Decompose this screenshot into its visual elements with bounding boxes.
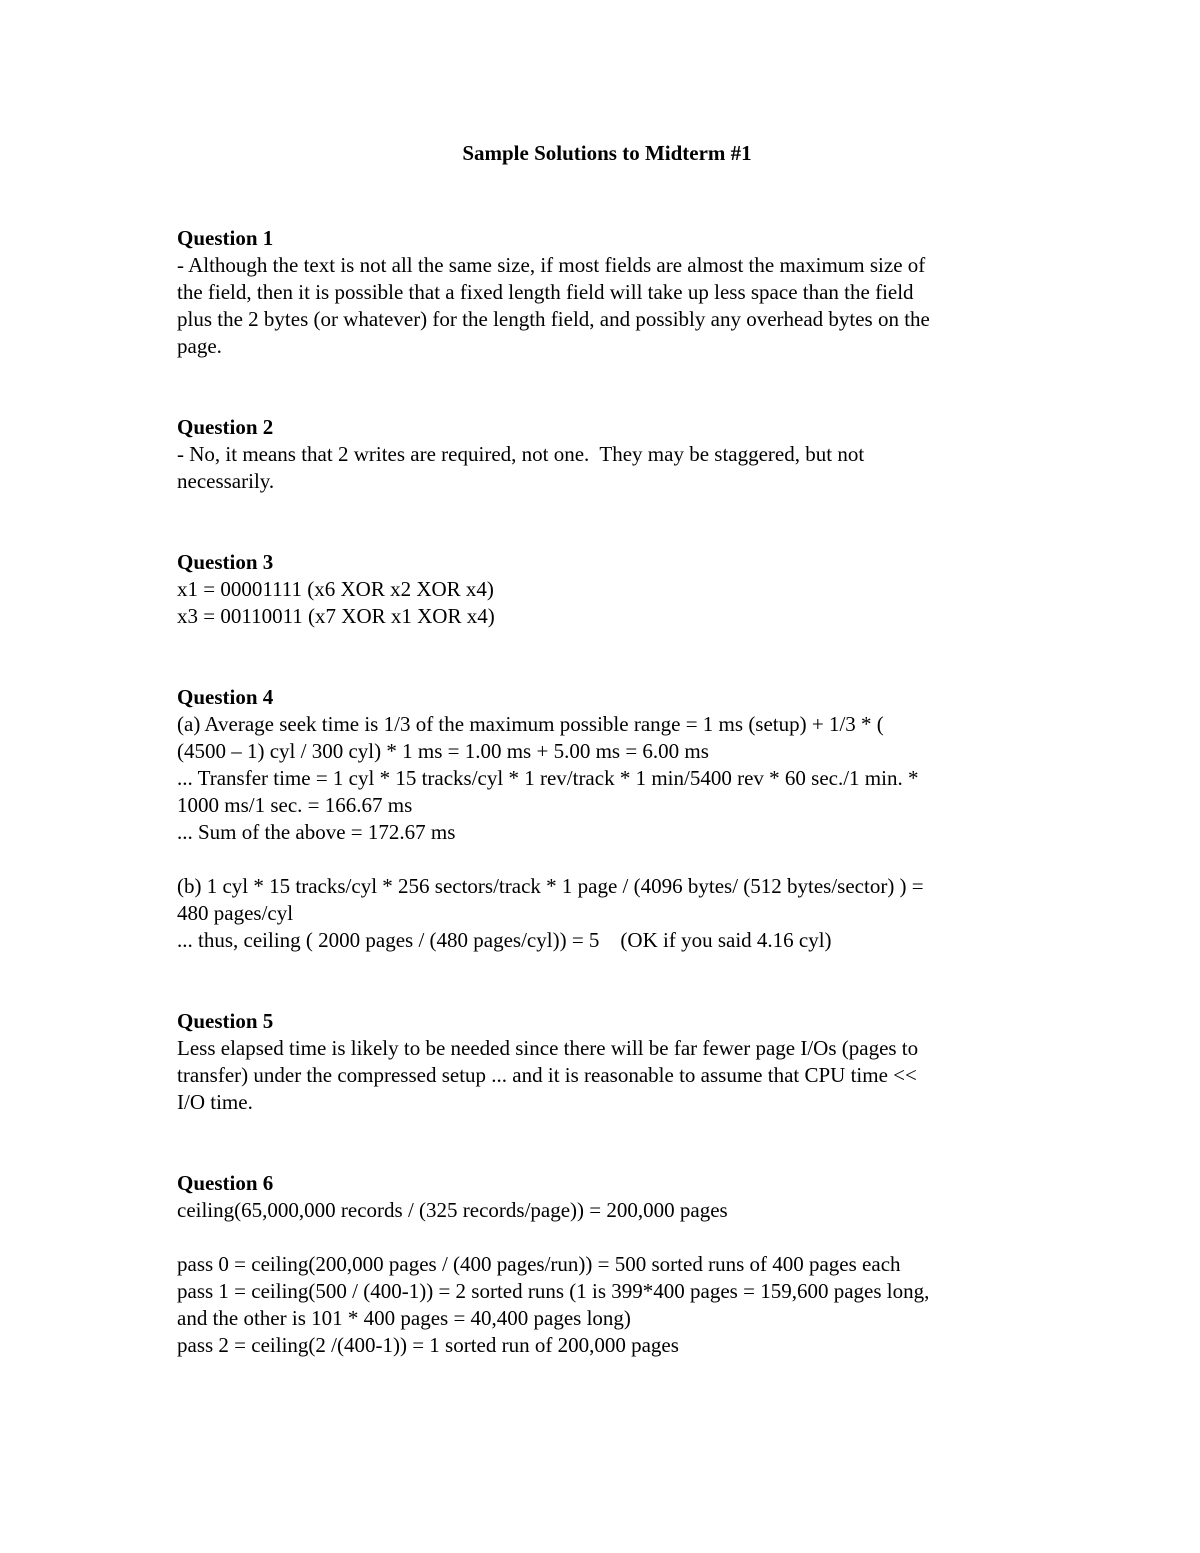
paragraph-gap [177, 846, 1037, 873]
answer-line: - No, it means that 2 writes are required, not one. They may be staggered, but not [177, 442, 865, 466]
answer-line: the field, then it is possible that a fixed length field will take up less space than the field [177, 280, 914, 304]
question-heading: Question 6 [177, 1171, 274, 1195]
answer-line: (4500 – 1) cyl / 300 cyl) * 1 ms = 1.00 ms + 5.00 ms = 6.00 ms [177, 739, 709, 763]
question-heading: Question 4 [177, 685, 274, 709]
question-2-section [177, 414, 1037, 495]
question-heading: Question 5 [177, 1009, 274, 1033]
answer-line: x3 = 00110011 (x7 XOR x1 XOR x4) [177, 604, 495, 628]
answer-line: 1000 ms/1 sec. = 166.67 ms [177, 793, 413, 817]
answer-line: ceiling(65,000,000 records / (325 records/page)) = 200,000 pages [177, 1198, 728, 1222]
answer-line: plus the 2 bytes (or whatever) for the length field, and possibly any overhead bytes on the [177, 307, 930, 331]
answer-line: ... Sum of the above = 172.67 ms [177, 820, 456, 844]
answer-line: pass 1 = ceiling(500 / (400-1)) = 2 sorted runs (1 is 399*400 pages = 159,600 pages long, [177, 1279, 930, 1303]
answer-line: (a) Average seek time is 1/3 of the maximum possible range = 1 ms (setup) + 1/3 * ( [177, 712, 884, 736]
answer-line: pass 0 = ceiling(200,000 pages / (400 pages/run)) = 500 sorted runs of 400 pages each [177, 1252, 901, 1276]
answer-line: pass 2 = ceiling(2 /(400-1)) = 1 sorted run of 200,000 pages [177, 1333, 679, 1357]
answer-line: necessarily. [177, 469, 275, 493]
question-3-section [177, 549, 1037, 630]
question-heading: Question 1 [177, 226, 274, 250]
answer-line: - Although the text is not all the same size, if most fields are almost the maximum size of [177, 253, 926, 277]
answer-line: page. [177, 334, 222, 358]
answer-line: ... thus, ceiling ( 2000 pages / (480 pages/cyl)) = 5 (OK if you said 4.16 cyl) [177, 928, 832, 952]
answer-line: Less elapsed time is likely to be needed since there will be far fewer page I/Os (pages to [177, 1036, 919, 1060]
answer-line: 480 pages/cyl [177, 901, 294, 925]
answer-line: x1 = 00001111 (x6 XOR x2 XOR x4) [177, 577, 494, 601]
answer-line: transfer) under the compressed setup ... and it is reasonable to assume that CPU time << [177, 1063, 917, 1087]
question-heading: Question 2 [177, 415, 274, 439]
document-page [177, 140, 1037, 1359]
answer-line: and the other is 101 * 400 pages = 40,400 pages long) [177, 1306, 631, 1330]
question-5-section [177, 1008, 1037, 1116]
question-4-section [177, 684, 1037, 954]
answer-line: ... Transfer time = 1 cyl * 15 tracks/cyl * 1 rev/track * 1 min/5400 rev * 60 sec./1 min. * [177, 766, 919, 790]
answer-line: (b) 1 cyl * 15 tracks/cyl * 256 sectors/track * 1 page / (4096 bytes/ (512 bytes/sector) ) = [177, 874, 924, 898]
paragraph-gap [177, 1224, 1037, 1251]
question-1-section [177, 225, 1037, 360]
question-heading: Question 3 [177, 550, 274, 574]
document-title: Sample Solutions to Midterm #1 [462, 141, 752, 165]
answer-line: I/O time. [177, 1090, 253, 1114]
question-6-section [177, 1170, 1037, 1359]
